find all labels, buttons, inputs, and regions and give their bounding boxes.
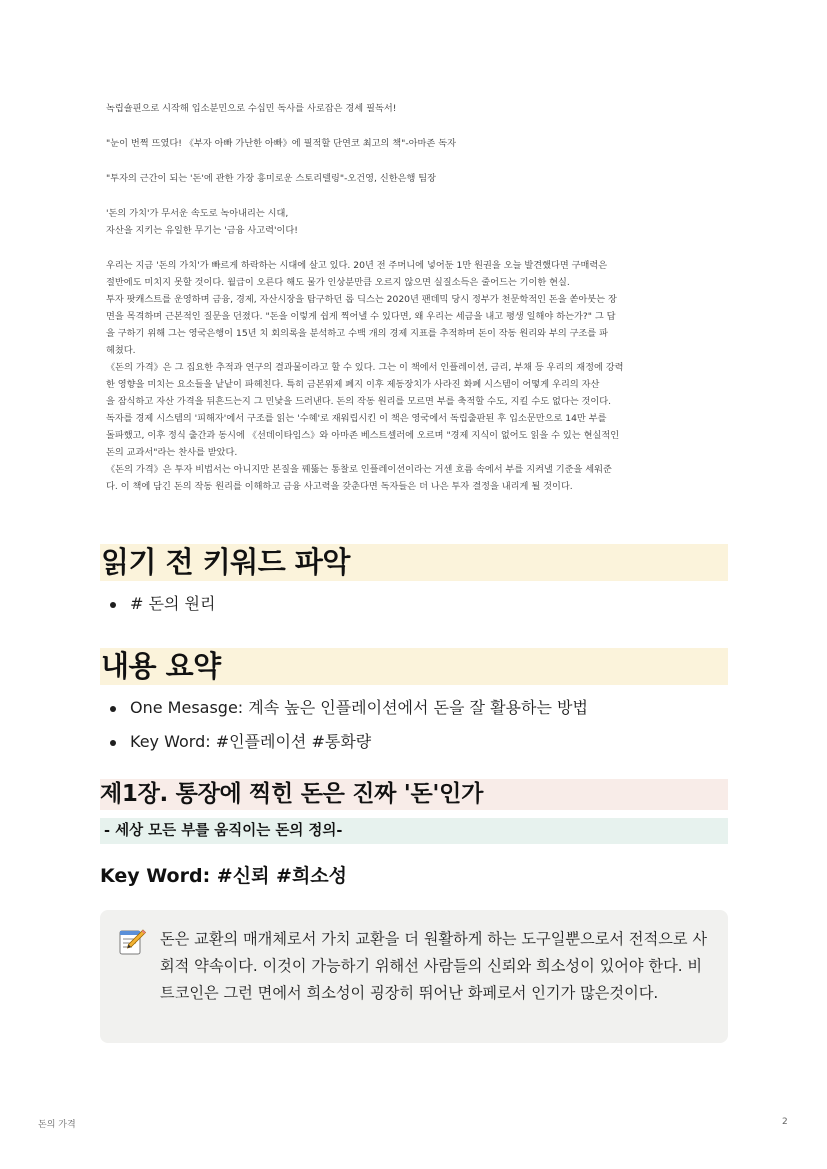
memo-icon [117, 927, 147, 957]
keywords-list [108, 592, 215, 626]
intro-body-line: 독자를 경제 시스템의 '피해자'에서 구조를 읽는 '수혜'로 재워립시킨 이 책은 영국에서 독립출판된 후 입소문만으로 14만 부를 [106, 413, 607, 424]
intro-body [106, 257, 691, 495]
intro-body-line: 《돈의 가격》은 그 집요한 추적과 연구의 결과물이라고 할 수 있다. 그는 이 책에서 인플레이션, 금리, 부채 등 우리의 재정에 강력 [106, 362, 624, 373]
intro-body-line: 헤쳤다. [106, 345, 136, 356]
intro-review-oh: "투자의 근간이 되는 '돈'에 관한 가장 흥미로운 스토리텔링"-오건영, 신한은행 팀장 [106, 173, 437, 184]
footer-title: 돈의 가격 [38, 1120, 76, 1130]
keywords-heading: 읽기 전 키워드 파악 [100, 544, 728, 581]
intro-body-line: 돌파했고, 이후 정식 출간과 동시에 《선데이타임스》와 아마존 베스트셀러에 오르며 "경제 지식이 없어도 읽을 수 있는 현실적인 [106, 430, 620, 441]
summary-heading: 내용 요약 [100, 648, 728, 685]
intro-body-line: 투자 팟캐스트를 운영하며 금융, 경제, 자산시장을 탐구하던 롭 딕스는 2020년 팬데믹 당시 정부가 천문학적인 돈을 쏟아붓는 장 [106, 294, 617, 305]
chapter-subheading: - 세상 모든 부를 움직이는 돈의 정의- [100, 818, 728, 844]
intro-tagline: 녹립숄핀으로 시작해 입소분민으로 수십민 독사를 사로잡은 경세 필독서! [106, 103, 397, 114]
book-intro [106, 100, 691, 495]
intro-headline-2: 자산을 지키는 유일한 무기는 '금융 사고력'이다! [106, 225, 298, 236]
callout-text: 돈은 교환의 매개체로서 가치 교환을 더 원활하게 하는 도구일뿐으로서 전적으로 사회적 약속이다. 이것이 가능하기 위해선 사람들의 신뢰와 희소성이 있어야 한다. 비트코인은 그런 면에서 희소성이 굉장히 뛰어난 화페로서 인기가 많은것이다. [160, 930, 708, 1002]
intro-body-line: 《돈의 가격》은 투자 비법서는 아니지만 본질을 꿰뚫는 통찰로 인플레이션이라는 거센 흐름 속에서 부를 지켜낼 기준을 세워준 [106, 464, 612, 475]
intro-body-line: 다. 이 책에 담긴 돈의 작동 원리를 이해하고 금융 사고력을 갖춘다면 독자들은 더 나은 투자 결정을 내리게 될 것이다. [106, 481, 573, 492]
callout-box [100, 910, 728, 1043]
list-item: # 돈의 원리 [108, 592, 215, 626]
intro-body-line: 면을 목격하며 근본적인 질문을 던졌다. "돈을 이렇게 쉽게 찍어낼 수 있다면, 왜 우리는 세금을 내고 평생 일해야 하는가?" 그 답 [106, 311, 616, 322]
summary-list [108, 696, 588, 764]
intro-body-line: 을 구하기 위해 그는 영국은행이 15년 치 회의록을 분석하고 수백 개의 경제 지표를 추적하며 돈이 작동 원리와 부의 구조를 파 [106, 328, 609, 339]
intro-body-line: 을 잠식하고 자산 가격을 뒤흔드는지 그 민낯을 드러낸다. 돈의 작동 원리를 모르면 부를 축적할 수도, 지킬 수도 없다는 것이다. [106, 396, 612, 407]
list-item: One Mesasge: 계속 높은 인플레이션에서 돈을 잘 활용하는 방법 [108, 696, 588, 730]
intro-body-line: 절반에도 미치지 못할 것이다. 월급이 오른다 해도 물가 인상분만큼 오르지 않으면 실질소득은 줄어드는 기이한 현실. [106, 277, 570, 288]
chapter-keyword: Key Word: #신뢰 #희소성 [100, 865, 348, 887]
chapter-heading: 제1장. 통장에 찍힌 돈은 진짜 '돈'인가 [100, 779, 728, 810]
intro-body-line: 우리는 지금 '돈의 가치'가 빠르게 하락하는 시대에 살고 있다. 20년 전 주머니에 넣어둔 1만 원권을 오늘 발견했다면 구매력은 [106, 260, 608, 271]
intro-review-amazon: "눈이 번쩍 뜨였다! 《부자 아빠 가난한 아빠》에 필적할 단연코 최고의 책"-아마존 독자 [106, 138, 456, 149]
intro-headline-1: '돈의 가치'가 무서운 속도로 녹아내리는 시대, [106, 208, 289, 219]
intro-body-line: 한 영향을 미치는 요소들을 낱낱이 파헤친다. 특히 금본위제 폐지 이후 제동장치가 사라진 화폐 시스템이 어떻게 우리의 자산 [106, 379, 600, 390]
intro-body-line: 돈의 교과서"라는 찬사를 받았다. [106, 447, 238, 458]
list-item: Key Word: #인플레이션 #통화량 [108, 730, 588, 764]
page-number: 2 [782, 1117, 788, 1127]
